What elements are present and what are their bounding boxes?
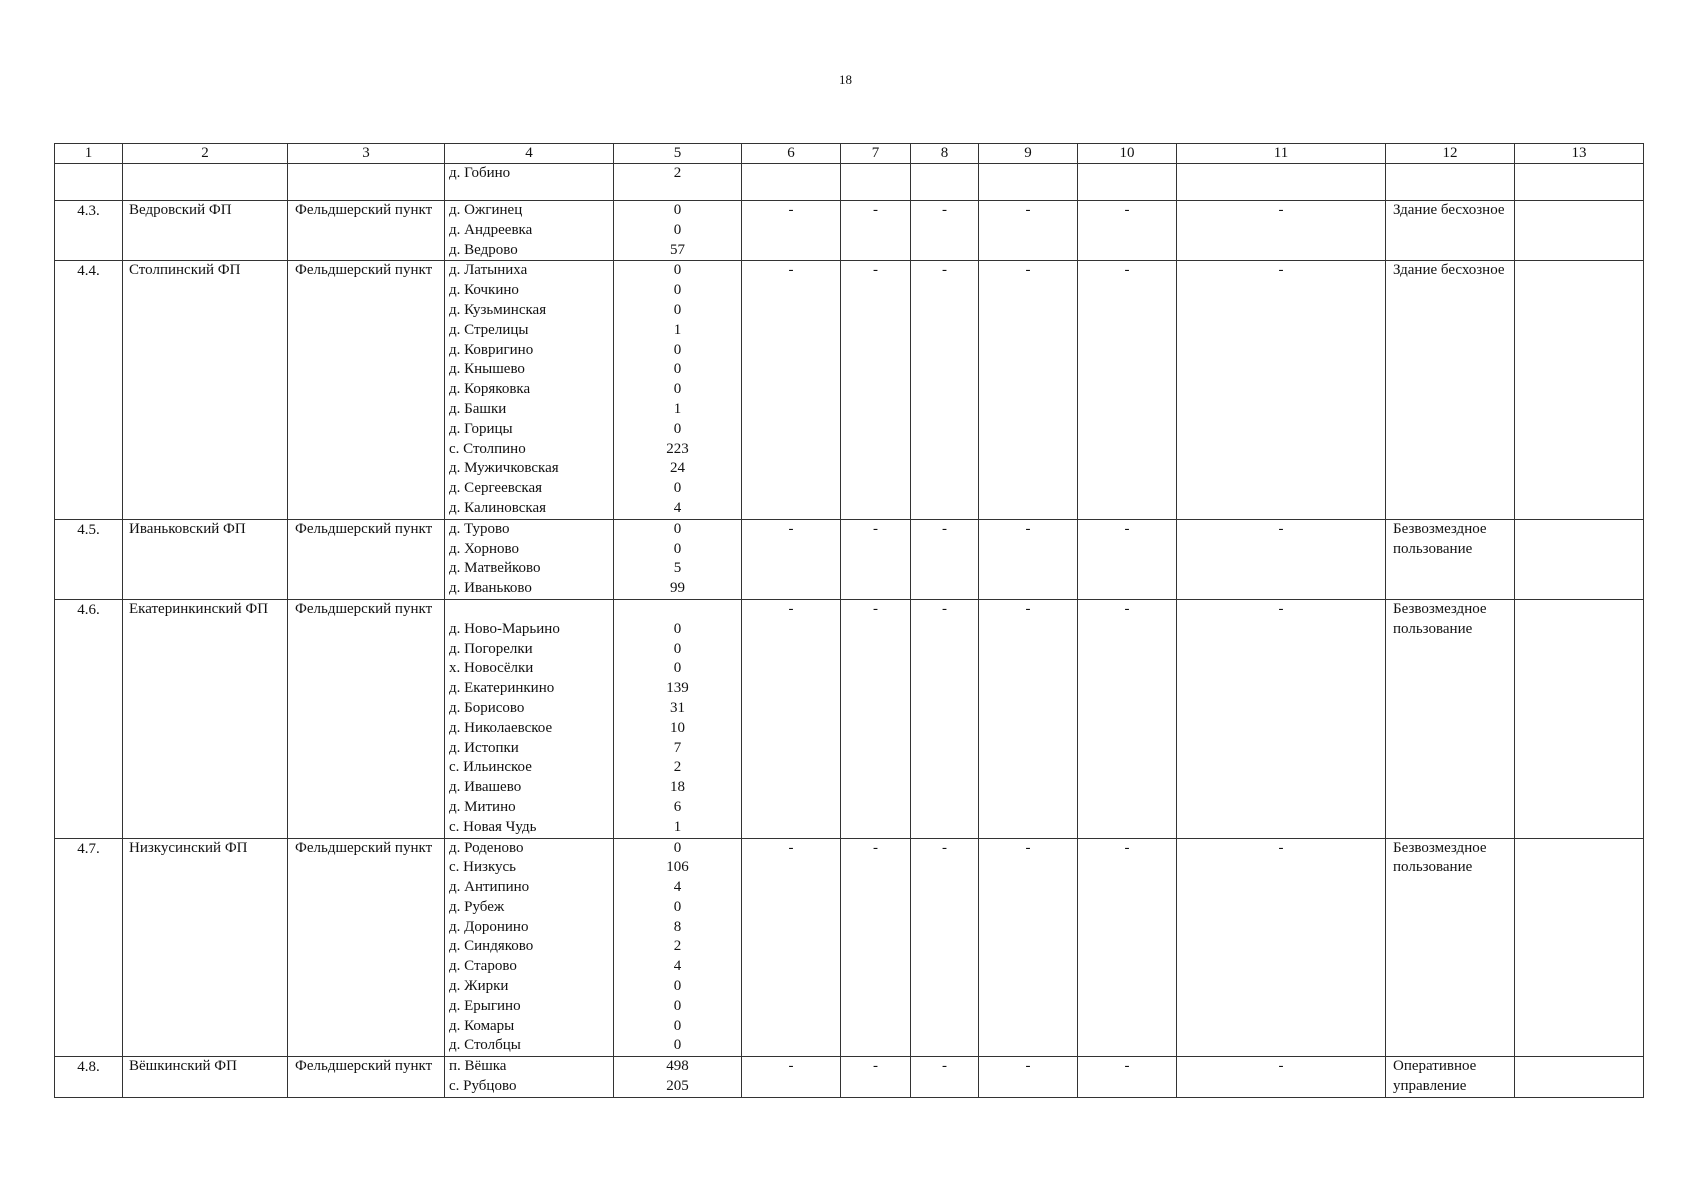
place-value: 0 (673, 361, 682, 378)
empty-cell (1515, 261, 1644, 519)
place-value: 0 (673, 520, 682, 537)
place-value: 99 (670, 580, 685, 597)
dash-cell: - (841, 599, 911, 838)
place-name: д. Сергеевская (449, 480, 543, 497)
table-row (55, 1057, 1644, 1098)
dash-cell: - (841, 201, 911, 261)
dash-cell: - (979, 838, 1078, 1057)
facility-type: Фельдшерский пункт (288, 519, 445, 599)
dash-cell: - (841, 838, 911, 1057)
place-name: д. Стрелицы (449, 321, 529, 338)
row-number: 4.8. (55, 1057, 123, 1098)
table-row (55, 838, 1644, 1057)
place-name: д. Комары (449, 1017, 515, 1034)
facility-name: Иваньковский ФП (123, 519, 288, 599)
place-value: 0 (673, 997, 682, 1014)
place-name: д. Кочкино (449, 282, 519, 299)
place-value: 2 (673, 759, 682, 776)
continuation-row (55, 164, 1644, 201)
place-value: 4 (673, 958, 682, 975)
page-number: 18 (839, 72, 852, 87)
column-number: 9 (979, 144, 1078, 164)
empty-cell (1515, 519, 1644, 599)
place-value: 0 (673, 282, 682, 299)
place-name: д. Иваньково (449, 580, 532, 597)
place-value: 498 (666, 1058, 689, 1075)
place-name: д. Ковригино (449, 341, 534, 358)
column-number: 6 (742, 144, 841, 164)
value-list (614, 261, 742, 519)
place-value: 2 (673, 165, 682, 181)
place-name: д. Калиновская (449, 499, 547, 516)
place-value: 0 (673, 540, 682, 557)
place-name: д. Башки (449, 400, 507, 417)
place-value: 0 (673, 898, 682, 915)
place-name: д. Горицы (449, 420, 513, 437)
empty-cell (1515, 599, 1644, 838)
column-number: 10 (1078, 144, 1177, 164)
place-value: 0 (673, 420, 682, 437)
place-name: д. Роденово (449, 839, 524, 856)
column-number: 12 (1386, 144, 1515, 164)
table-row (55, 519, 1644, 599)
column-number: 3 (288, 144, 445, 164)
place-list (445, 164, 614, 201)
value-list (614, 164, 742, 201)
value-list (614, 599, 742, 838)
dash-cell: - (979, 599, 1078, 838)
place-name: д. Мужичковская (449, 460, 559, 477)
place-value: 31 (670, 699, 685, 716)
dash-cell: - (1177, 599, 1386, 838)
row-number: 4.5. (55, 519, 123, 599)
dash-cell: - (911, 519, 979, 599)
facility-name: Екатеринкинский ФП (123, 599, 288, 838)
dash-cell: - (911, 838, 979, 1057)
value-list (614, 838, 742, 1057)
place-value: 0 (673, 1017, 682, 1034)
place-value: 0 (673, 381, 682, 398)
place-name: с. Рубцово (449, 1078, 517, 1095)
dash-cell: - (1177, 519, 1386, 599)
place-name: д. Ожгинец (449, 202, 523, 218)
empty-cell (1515, 838, 1644, 1057)
dash-cell: - (979, 1057, 1078, 1098)
place-name: д. Екатеринкино (449, 680, 555, 697)
place-value: 0 (673, 1037, 682, 1054)
place-value: 139 (666, 680, 689, 697)
ownership-note: Безвозмездное пользование (1386, 599, 1515, 838)
place-value: 0 (673, 202, 682, 218)
place-name: д. Столбцы (449, 1037, 521, 1054)
place-name: д. Синдяково (449, 938, 534, 955)
column-number: 11 (1177, 144, 1386, 164)
ownership-note: Безвозмездное пользование (1386, 519, 1515, 599)
place-value: 0 (673, 978, 682, 995)
row-number: 4.4. (55, 261, 123, 519)
row-number: 4.3. (55, 201, 123, 261)
place-list (445, 519, 614, 599)
place-name: д. Борисово (449, 699, 525, 716)
place-value: 0 (673, 660, 682, 677)
dash-cell: - (979, 201, 1078, 261)
place-list (445, 838, 614, 1057)
place-value: 10 (670, 719, 685, 736)
facility-type: Фельдшерский пункт (288, 1057, 445, 1098)
place-name: д. Антипино (449, 879, 530, 896)
place-name: д. Ерыгино (449, 997, 521, 1014)
facility-name: Вёшкинский ФП (123, 1057, 288, 1098)
place-name: д. Ново-Марьино (449, 620, 560, 637)
place-value: 18 (670, 779, 685, 796)
place-name: х. Новосёлки (449, 660, 534, 677)
facility-type: Фельдшерский пункт (288, 261, 445, 519)
dash-cell: - (841, 519, 911, 599)
place-name: д. Андреевка (449, 221, 533, 238)
place-name: с. Новая Чудь (449, 818, 537, 835)
place-name: с. Столпино (449, 440, 526, 457)
column-number: 4 (445, 144, 614, 164)
place-name: д. Латыниха (449, 262, 528, 279)
table-row (55, 201, 1644, 261)
dash-cell: - (911, 599, 979, 838)
dash-cell: - (742, 201, 841, 261)
table-row (55, 599, 1644, 838)
empty-cell (1515, 1057, 1644, 1098)
value-list (614, 519, 742, 599)
place-list (445, 1057, 614, 1098)
dash-cell: - (1177, 201, 1386, 261)
ownership-note: Здание бесхозное (1386, 261, 1515, 519)
place-value: 223 (666, 440, 689, 457)
row-number: 4.6. (55, 599, 123, 838)
dash-cell: - (979, 519, 1078, 599)
dash-cell: - (1177, 838, 1386, 1057)
column-number: 1 (55, 144, 123, 164)
dash-cell: - (911, 261, 979, 519)
place-name: д. Хорново (449, 540, 520, 557)
place-list (445, 201, 614, 261)
column-number: 7 (841, 144, 911, 164)
place-value: 24 (670, 460, 685, 477)
place-value: 0 (673, 480, 682, 497)
row-number: 4.7. (55, 838, 123, 1057)
place-name: с. Низкусь (449, 859, 517, 876)
place-name: д. Кнышево (449, 361, 525, 378)
place-value: 2 (673, 938, 682, 955)
place-name (449, 600, 609, 620)
settlements-table (54, 143, 1644, 1098)
dash-cell: - (742, 599, 841, 838)
place-name: д. Гобино (449, 165, 511, 181)
place-value: 8 (673, 918, 682, 935)
dash-cell: - (1177, 1057, 1386, 1098)
column-number-header (55, 144, 1644, 164)
dash-cell: - (1078, 1057, 1177, 1098)
place-value: 1 (673, 818, 682, 835)
dash-cell: - (1078, 201, 1177, 261)
dash-cell: - (841, 261, 911, 519)
place-value: 205 (666, 1078, 689, 1095)
empty-cell (1515, 201, 1644, 261)
place-value: 4 (673, 879, 682, 896)
ownership-note: Безвозмездное пользование (1386, 838, 1515, 1057)
place-name: с. Ильинское (449, 759, 532, 776)
place-name: д. Жирки (449, 978, 509, 995)
dash-cell: - (841, 1057, 911, 1098)
ownership-note: Здание бесхозное (1386, 201, 1515, 261)
dash-cell: - (911, 201, 979, 261)
place-value: 0 (673, 640, 682, 657)
place-name: д. Ведрово (449, 241, 518, 258)
column-number: 8 (911, 144, 979, 164)
place-value: 0 (673, 620, 682, 637)
place-name: д. Николаевское (449, 719, 553, 736)
dash-cell: - (911, 1057, 979, 1098)
dash-cell: - (979, 261, 1078, 519)
place-value: 4 (673, 499, 682, 516)
place-value: 6 (673, 798, 682, 815)
place-value: 106 (666, 859, 689, 876)
place-value: 7 (673, 739, 682, 756)
column-number: 5 (614, 144, 742, 164)
facility-type: Фельдшерский пункт (288, 599, 445, 838)
column-number: 13 (1515, 144, 1644, 164)
dash-cell: - (1177, 261, 1386, 519)
place-name: д. Старово (449, 958, 517, 975)
facility-name: Столпинский ФП (123, 261, 288, 519)
value-list (614, 1057, 742, 1098)
place-value: 57 (670, 241, 685, 258)
value-list (614, 201, 742, 261)
place-name: д. Рубеж (449, 898, 505, 915)
place-name: д. Митино (449, 798, 516, 815)
place-name: п. Вёшка (449, 1058, 507, 1075)
facility-type: Фельдшерский пункт (288, 838, 445, 1057)
place-value: 0 (673, 839, 682, 856)
dash-cell: - (742, 519, 841, 599)
place-value: 5 (673, 560, 682, 577)
place-value: 1 (673, 400, 682, 417)
place-name: д. Доронино (449, 918, 529, 935)
facility-name: Низкусинский ФП (123, 838, 288, 1057)
facility-name: Ведровский ФП (123, 201, 288, 261)
dash-cell: - (742, 1057, 841, 1098)
dash-cell: - (742, 261, 841, 519)
dash-cell: - (1078, 838, 1177, 1057)
place-value: 0 (673, 262, 682, 279)
place-value (618, 600, 737, 620)
ownership-note: Оперативное управление (1386, 1057, 1515, 1098)
place-value: 0 (673, 301, 682, 318)
place-name: д. Ивашево (449, 779, 522, 796)
place-value: 0 (673, 341, 682, 358)
column-number: 2 (123, 144, 288, 164)
place-name: д. Истопки (449, 739, 519, 756)
dash-cell: - (1078, 599, 1177, 838)
place-name: д. Турово (449, 520, 510, 537)
place-name: д. Погорелки (449, 640, 533, 657)
place-name: д. Коряковка (449, 381, 531, 398)
place-value: 1 (673, 321, 682, 338)
dash-cell: - (1078, 261, 1177, 519)
place-list (445, 261, 614, 519)
place-name: д. Кузьминская (449, 301, 547, 318)
facility-type: Фельдшерский пункт (288, 201, 445, 261)
place-value: 0 (673, 221, 682, 238)
place-name: д. Матвейково (449, 560, 541, 577)
place-list (445, 599, 614, 838)
table-row (55, 261, 1644, 519)
dash-cell: - (1078, 519, 1177, 599)
dash-cell: - (742, 838, 841, 1057)
